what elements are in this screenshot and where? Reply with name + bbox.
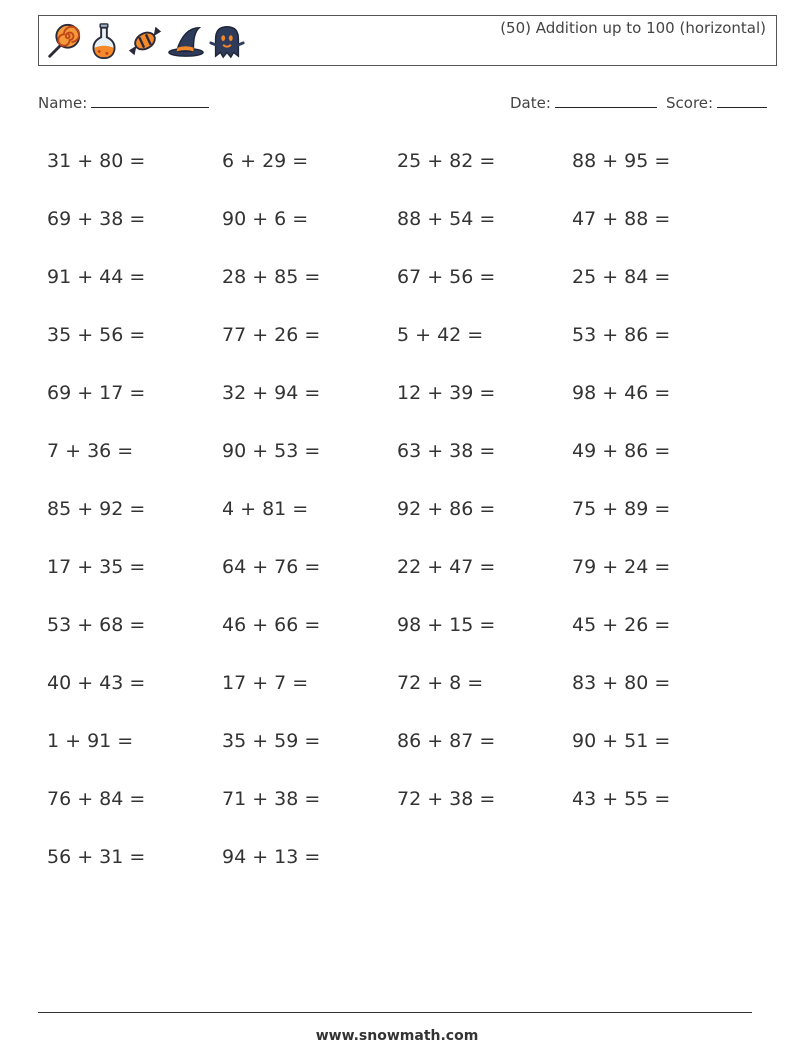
problem-item: 72 + 8 = [397,672,484,694]
problem-item: 94 + 13 = [222,846,321,868]
problem-item: 56 + 31 = [47,846,146,868]
problem-item: 22 + 47 = [397,556,496,578]
problem-item: 47 + 88 = [572,208,671,230]
problem-item: 69 + 17 = [47,382,146,404]
problem-item: 86 + 87 = [397,730,496,752]
problem-item: 88 + 95 = [572,150,671,172]
name-label: Name: [38,94,88,112]
problem-item: 53 + 68 = [47,614,146,636]
problem-item: 90 + 51 = [572,730,671,752]
problem-item: 17 + 35 = [47,556,146,578]
lollipop-icon [44,21,82,61]
problem-item: 72 + 38 = [397,788,496,810]
problem-item: 76 + 84 = [47,788,146,810]
name-line [91,93,209,108]
problem-item: 31 + 80 = [47,150,146,172]
wrapped-candy-icon [126,21,164,61]
footer-divider [38,1012,752,1013]
problem-item: 69 + 38 = [47,208,146,230]
name-field[interactable] [38,93,209,112]
problem-item: 92 + 86 = [397,498,496,520]
problem-item: 25 + 82 = [397,150,496,172]
problem-item: 88 + 54 = [397,208,496,230]
worksheet-title: (50) Addition up to 100 (horizontal) [500,19,766,37]
problem-item: 45 + 26 = [572,614,671,636]
witch-hat-icon [167,21,205,61]
date-field[interactable] [510,93,657,112]
problem-item: 46 + 66 = [222,614,321,636]
score-line [717,93,767,108]
date-line [555,93,657,108]
problem-grid [47,150,747,904]
problem-item: 25 + 84 = [572,266,671,288]
problem-item: 6 + 29 = [222,150,309,172]
problem-item: 17 + 7 = [222,672,309,694]
problem-item: 71 + 38 = [222,788,321,810]
problem-item: 5 + 42 = [397,324,484,346]
footer-website: www.snowmath.com [315,1028,479,1044]
problem-item: 79 + 24 = [572,556,671,578]
problem-item: 43 + 55 = [572,788,671,810]
date-label: Date: [510,94,551,112]
worksheet-header [38,15,777,66]
problem-item: 90 + 6 = [222,208,309,230]
problem-item: 98 + 15 = [397,614,496,636]
problem-item: 63 + 38 = [397,440,496,462]
problem-item: 40 + 43 = [47,672,146,694]
problem-item: 35 + 56 = [47,324,146,346]
potion-bottle-icon [85,21,123,61]
problem-item: 28 + 85 = [222,266,321,288]
problem-item: 77 + 26 = [222,324,321,346]
problem-item: 49 + 86 = [572,440,671,462]
problem-item: 53 + 86 = [572,324,671,346]
problem-item: 90 + 53 = [222,440,321,462]
problem-item: 64 + 76 = [222,556,321,578]
problem-item: 83 + 80 = [572,672,671,694]
icon-strip [44,19,246,63]
ghost-icon [208,21,246,61]
problem-item: 85 + 92 = [47,498,146,520]
problem-item: 4 + 81 = [222,498,309,520]
problem-item: 91 + 44 = [47,266,146,288]
problem-item: 75 + 89 = [572,498,671,520]
problem-item: 12 + 39 = [397,382,496,404]
score-field[interactable] [666,93,767,112]
problem-item: 35 + 59 = [222,730,321,752]
problem-item: 32 + 94 = [222,382,321,404]
problem-item: 1 + 91 = [47,730,134,752]
problem-item: 67 + 56 = [397,266,496,288]
problem-item: 7 + 36 = [47,440,134,462]
score-label: Score: [666,94,714,112]
problem-item: 98 + 46 = [572,382,671,404]
